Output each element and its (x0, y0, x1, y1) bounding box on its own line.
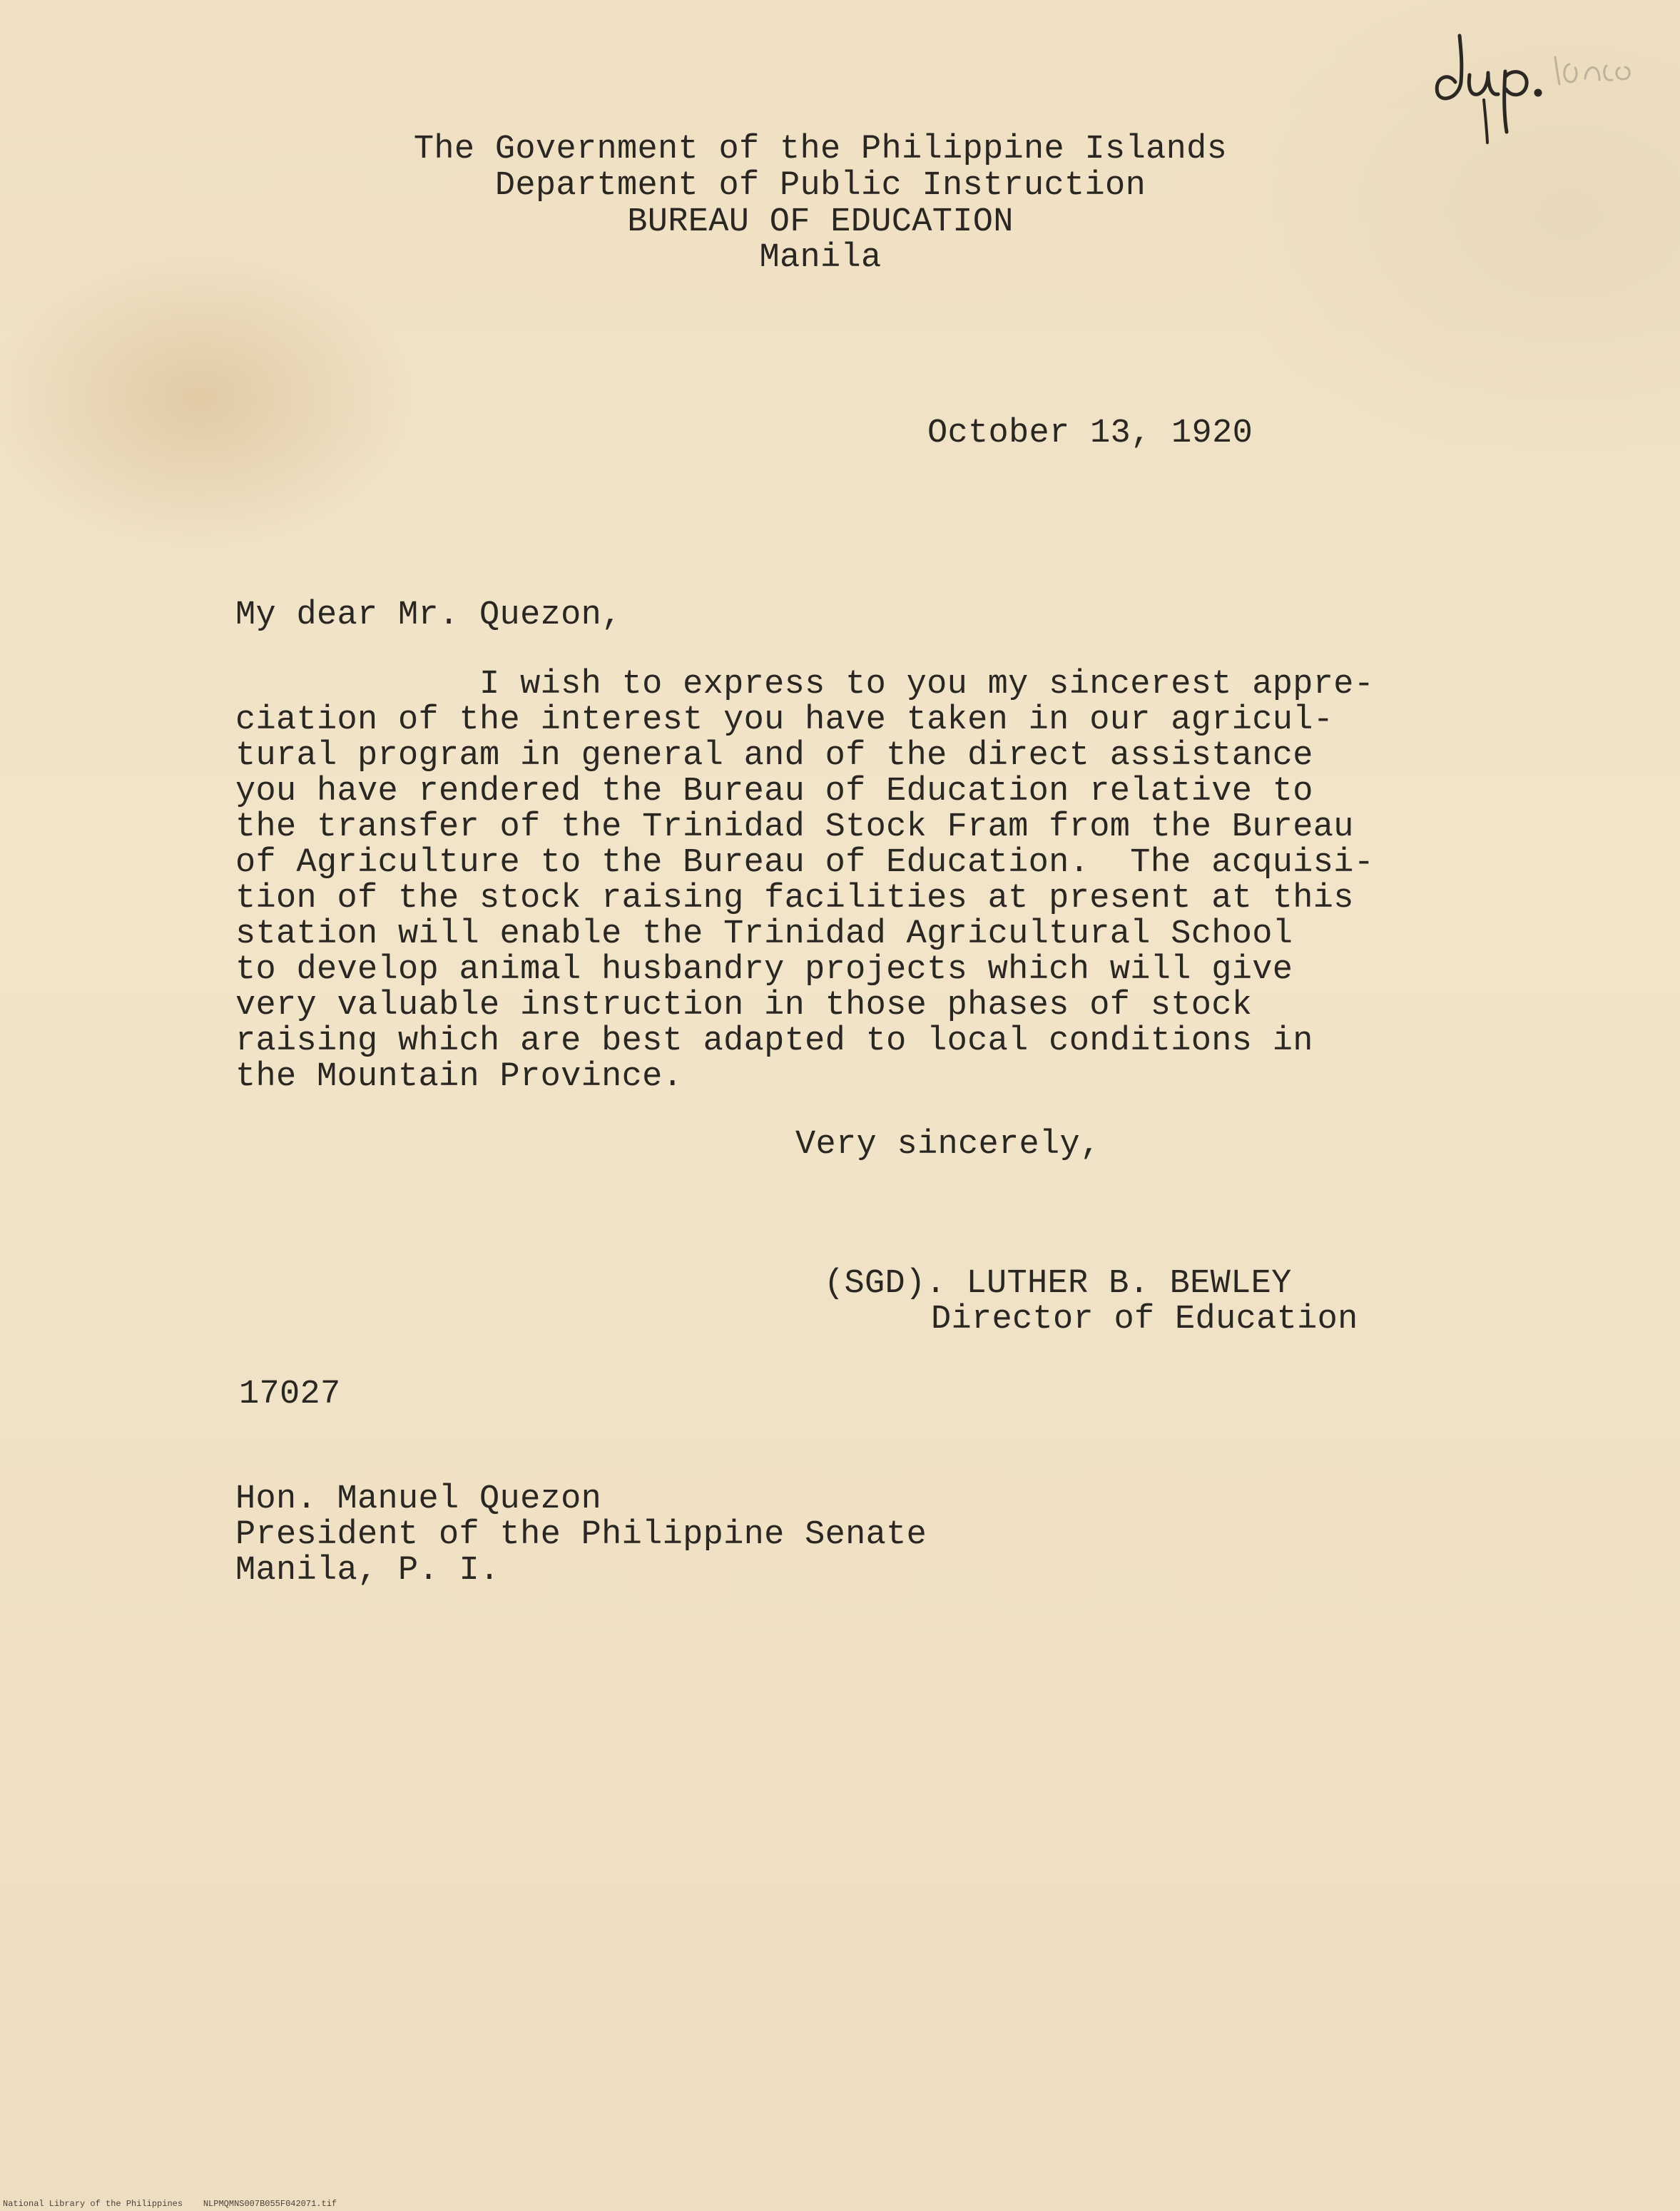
body-line: to develop animal husbandry projects which will give (235, 951, 1293, 989)
body-line: I wish to express to you my sincerest appre- (235, 666, 1375, 703)
letterhead-city: Manila (759, 239, 882, 277)
body-line: you have rendered the Bureau of Education relative to (235, 773, 1313, 810)
body-line: the transfer of the Trinidad Stock Fram from the Bureau (235, 808, 1354, 846)
body-line: the Mountain Province. (235, 1058, 683, 1096)
body-line: raising which are best adapted to local conditions in (235, 1022, 1313, 1060)
body-line: ciation of the interest you have taken in our agricul- (235, 701, 1334, 739)
body-line: tion of the stock raising facilities at present at this (235, 880, 1354, 918)
archive-footer (3, 2199, 337, 2209)
body-line: tural program in general and of the direct assistance (235, 737, 1313, 775)
recipient-title: President of the Philippine Senate (235, 1516, 927, 1554)
signature-title: Director of Education (931, 1301, 1358, 1338)
letterhead-department: Department of Public Instruction (494, 167, 1146, 205)
salutation: My dear Mr. Quezon, (235, 596, 622, 634)
letter-date: October 13, 1920 (927, 415, 1253, 452)
footer-library: National Library of the Philippines (3, 2199, 183, 2209)
letterhead-bureau: BUREAU OF EDUCATION (627, 203, 1014, 241)
signature-name: (SGD). LUTHER B. BEWLEY (824, 1265, 1292, 1303)
recipient-name: Hon. Manuel Quezon (235, 1480, 602, 1518)
reference-number: 17027 (239, 1376, 341, 1413)
letterhead-government: The Government of the Philippine Islands (413, 131, 1228, 168)
recipient-address: Manila, P. I. (235, 1552, 500, 1590)
footer-file: NLPMQMNS007B055F042071.tif (203, 2199, 337, 2209)
closing: Very sincerely, (795, 1126, 1101, 1164)
body-line: very valuable instruction in those phases of stock (235, 987, 1253, 1025)
body-line: station will enable the Trinidad Agricultural School (235, 915, 1293, 953)
body-line: of Agriculture to the Bureau of Education. The acquisi- (235, 844, 1375, 882)
